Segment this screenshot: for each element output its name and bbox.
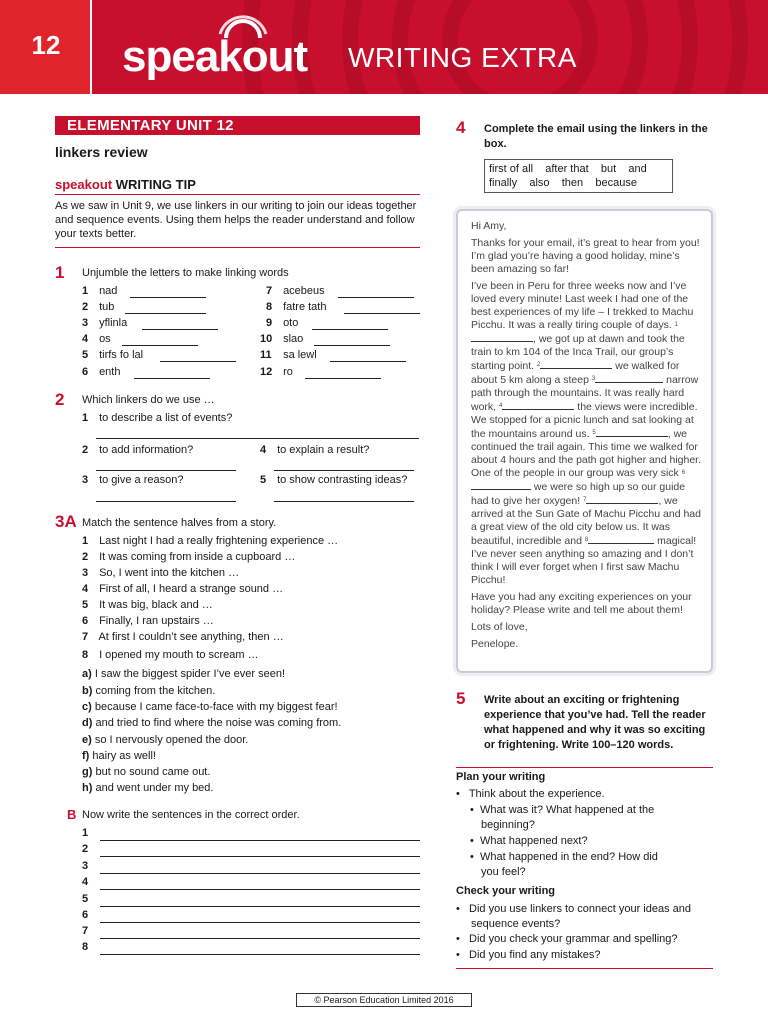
list-item: 1 nad (82, 285, 118, 297)
exercise-3a-number: 3A (55, 512, 77, 531)
check-heading: Check your writing (456, 885, 556, 897)
answer-line[interactable] (330, 361, 406, 362)
list-item: g) but no sound came out. (82, 766, 211, 778)
list-item: d) and tried to find where the noise was coming from. (82, 717, 342, 729)
answer-line[interactable] (130, 297, 206, 298)
divider (456, 767, 713, 768)
exercise-3a-instruction: Match the sentence halves from a story. (82, 517, 277, 529)
gap-5[interactable] (596, 427, 668, 437)
answer-line[interactable] (160, 361, 236, 362)
line-number: 6 (82, 909, 89, 921)
page-header (0, 0, 768, 94)
answer-line[interactable] (96, 501, 236, 502)
list-item: 5 tirfs fo lal (82, 349, 144, 361)
answer-line[interactable] (100, 954, 420, 955)
list-item: 3 to give a reason? (82, 474, 184, 486)
section-title: linkers review (55, 144, 148, 160)
list-item: 9 oto (266, 317, 299, 329)
list-item: 5 It was big, black and … (82, 599, 213, 611)
list-item: e) so I nervously opened the door. (82, 734, 249, 746)
line-number: 1 (82, 827, 89, 839)
unit-bar: ELEMENTARY UNIT 12 (55, 116, 420, 135)
list-item: • What was it? What happened at the (470, 804, 655, 816)
answer-line[interactable] (312, 329, 388, 330)
answer-line[interactable] (274, 470, 414, 471)
list-item: 6 Finally, I ran upstairs … (82, 615, 214, 627)
exercise-1-number: 1 (55, 263, 65, 282)
answer-line[interactable] (100, 840, 420, 841)
list-item: sequence events? (471, 918, 561, 930)
linkers-line-1: first of all after that but and (489, 163, 647, 175)
list-item: 5 to show contrasting ideas? (260, 474, 408, 486)
list-item: c) because I came face-to-face with my biggest fear! (82, 701, 338, 713)
list-item: 12 ro (260, 366, 293, 378)
list-item: • Did you use linkers to connect your ideas and (456, 903, 691, 915)
answer-line[interactable] (100, 906, 420, 907)
divider (55, 247, 420, 248)
line-number: 4 (82, 876, 89, 888)
tip-logo-out: out (91, 177, 113, 192)
email-closing: Lots of love, (471, 621, 528, 633)
answer-line[interactable] (100, 856, 420, 857)
list-item: 1 to describe a list of events? (82, 412, 233, 424)
exercise-5-number: 5 (456, 689, 466, 708)
list-item: 7 At first I couldn’t see anything, then … (82, 631, 284, 643)
linkers-line-2: finally also then because (489, 177, 637, 189)
list-item: 8 I opened my mouth to scream … (82, 649, 259, 661)
linker-box (484, 159, 673, 193)
list-item: • What happened next? (470, 835, 588, 847)
email-paragraph-3: Have you had any exciting experiences on your holiday? Please write and tell me about them! (471, 591, 692, 616)
list-item: 6 enth (82, 366, 121, 378)
exercise-1-instruction: Unjumble the letters to make linking words (82, 267, 289, 279)
answer-line[interactable] (100, 922, 420, 923)
email-paragraph-1: Thanks for your email, it’s great to hear from you! I’m glad you’re having a good holiday, mine’s been amazing so far! (471, 237, 700, 275)
exercise-5-instruction: Write about an exciting or frightening experience that you’ve had. Tell the reader what happened and why it was so exciting or frightening. Write 100–120 words. (484, 694, 706, 751)
list-item: • Did you find any mistakes? (456, 949, 601, 961)
writing-tip-body: As we saw in Unit 9, we use linkers in our writing to join our ideas together and sequence events. Using them helps the reader understand and follow your texts better. (55, 200, 417, 240)
exercise-3b-instruction: Now write the sentences in the correct order. (82, 809, 300, 821)
list-item: 8 fatre tath (266, 301, 327, 313)
email-greeting: Hi Amy, (471, 220, 507, 232)
list-item: 3 yflinla (82, 317, 128, 329)
answer-line[interactable] (338, 297, 414, 298)
divider (456, 968, 713, 969)
email-text (471, 220, 701, 655)
gap-1[interactable] (471, 332, 533, 342)
list-item: 3 So, I went into the kitchen … (82, 567, 240, 579)
logo-speak-text: speak (122, 32, 242, 81)
speakout-logo (122, 32, 307, 82)
tip-logo-speak: speak (55, 177, 92, 192)
gap-4[interactable] (502, 400, 574, 410)
unit-number-tab (0, 0, 92, 94)
exercise-4-number: 4 (456, 118, 466, 137)
answer-line[interactable] (142, 329, 218, 330)
answer-line[interactable] (100, 938, 420, 939)
answer-line[interactable] (100, 873, 420, 874)
copyright-footer: © Pearson Education Limited 2016 (296, 993, 472, 1007)
line-number: 8 (82, 941, 89, 953)
gap-3[interactable] (595, 373, 663, 383)
gap-8[interactable] (588, 534, 654, 544)
writing-tip-heading (55, 177, 196, 192)
exercise-3b-letter: B (67, 807, 77, 822)
list-item: 7 acebeus (266, 285, 325, 297)
email-signature: Penelope. (471, 638, 519, 650)
list-item: beginning? (481, 819, 535, 831)
list-item: • What happened in the end? How did (470, 851, 658, 863)
list-item: • Think about the experience. (456, 788, 605, 800)
list-item: 4 First of all, I heard a strange sound … (82, 583, 284, 595)
unit-number: 12 (31, 30, 61, 60)
answer-line[interactable] (122, 345, 198, 346)
exercise-4-instruction: Complete the email using the linkers in the box. (484, 123, 708, 150)
plan-heading: Plan your writing (456, 771, 546, 783)
list-item: f) hairy as well! (82, 750, 156, 762)
list-item: b) coming from the kitchen. (82, 685, 216, 697)
exercise-2-instruction: Which linkers do we use … (82, 394, 215, 406)
line-number: 3 (82, 860, 89, 872)
answer-line[interactable] (305, 378, 381, 379)
answer-line[interactable] (96, 470, 236, 471)
gap-2[interactable] (540, 359, 612, 369)
answer-line[interactable] (96, 438, 419, 439)
list-item: 4 os (82, 333, 111, 345)
answer-line[interactable] (314, 345, 390, 346)
list-item: 2 It was coming from inside a cupboard … (82, 551, 296, 563)
email-paragraph-2: I’ve been in Peru for three weeks now and I’ve loved every minute! Last week I had one of the best experiences of my life – I trekked to Machu Picchu. It was a really tiring couple of days. $^1$, we got up at dawn and took the train to km 104 of the Inca Trail, our group’s starting point. $^2$ we walked for about 5 km along a steep $^3$ narrow path through the mountains. It was really hard work, $^4$ the views were incredible. We stopped for a picnic lunch and sat looking at the mountains around us. $^5$ , we continued the trail again. This time we walked for about 4 hours and the path got higher and higher. One of the people in our group was very sick $^6$ we were so high up so our guide had to give her oxygen! $^7$ , we arrived at the Sun Gate of Machu Picchu and had a great view of the old city below us. It was beautiful, incredible and $^8$ magical! I’ve never seen anything so amazing and I don’t think I will ever forget when I first saw Machu Picchu! (471, 280, 702, 586)
list-item: a) I saw the biggest spider I’ve ever seen! (82, 668, 286, 680)
list-item: • Did you check your grammar and spelling? (456, 933, 678, 945)
list-item: 11 sa lewl (260, 349, 317, 361)
line-number: 7 (82, 925, 89, 937)
logo-out-text: out (241, 32, 308, 81)
gap-6[interactable] (471, 480, 531, 490)
list-item: 2 tub (82, 301, 115, 313)
answer-line[interactable] (125, 313, 206, 314)
list-item: h) and went under my bed. (82, 782, 214, 794)
answer-line[interactable] (100, 889, 420, 890)
answer-line[interactable] (344, 313, 420, 314)
tip-label: WRITING TIP (115, 177, 196, 192)
list-item: 4 to explain a result? (260, 444, 370, 456)
list-item: 1 Last night I had a really frightening experience … (82, 535, 339, 547)
list-item: 10 slao (260, 333, 304, 345)
gap-7[interactable] (586, 494, 658, 504)
header-title: WRITING EXTRA (348, 42, 577, 73)
list-item: you feel? (481, 866, 526, 878)
list-item: 2 to add information? (82, 444, 194, 456)
exercise-2-number: 2 (55, 390, 65, 409)
answer-line[interactable] (134, 378, 210, 379)
divider (55, 194, 420, 195)
line-number: 2 (82, 843, 89, 855)
answer-line[interactable] (274, 501, 414, 502)
line-number: 5 (82, 893, 89, 905)
